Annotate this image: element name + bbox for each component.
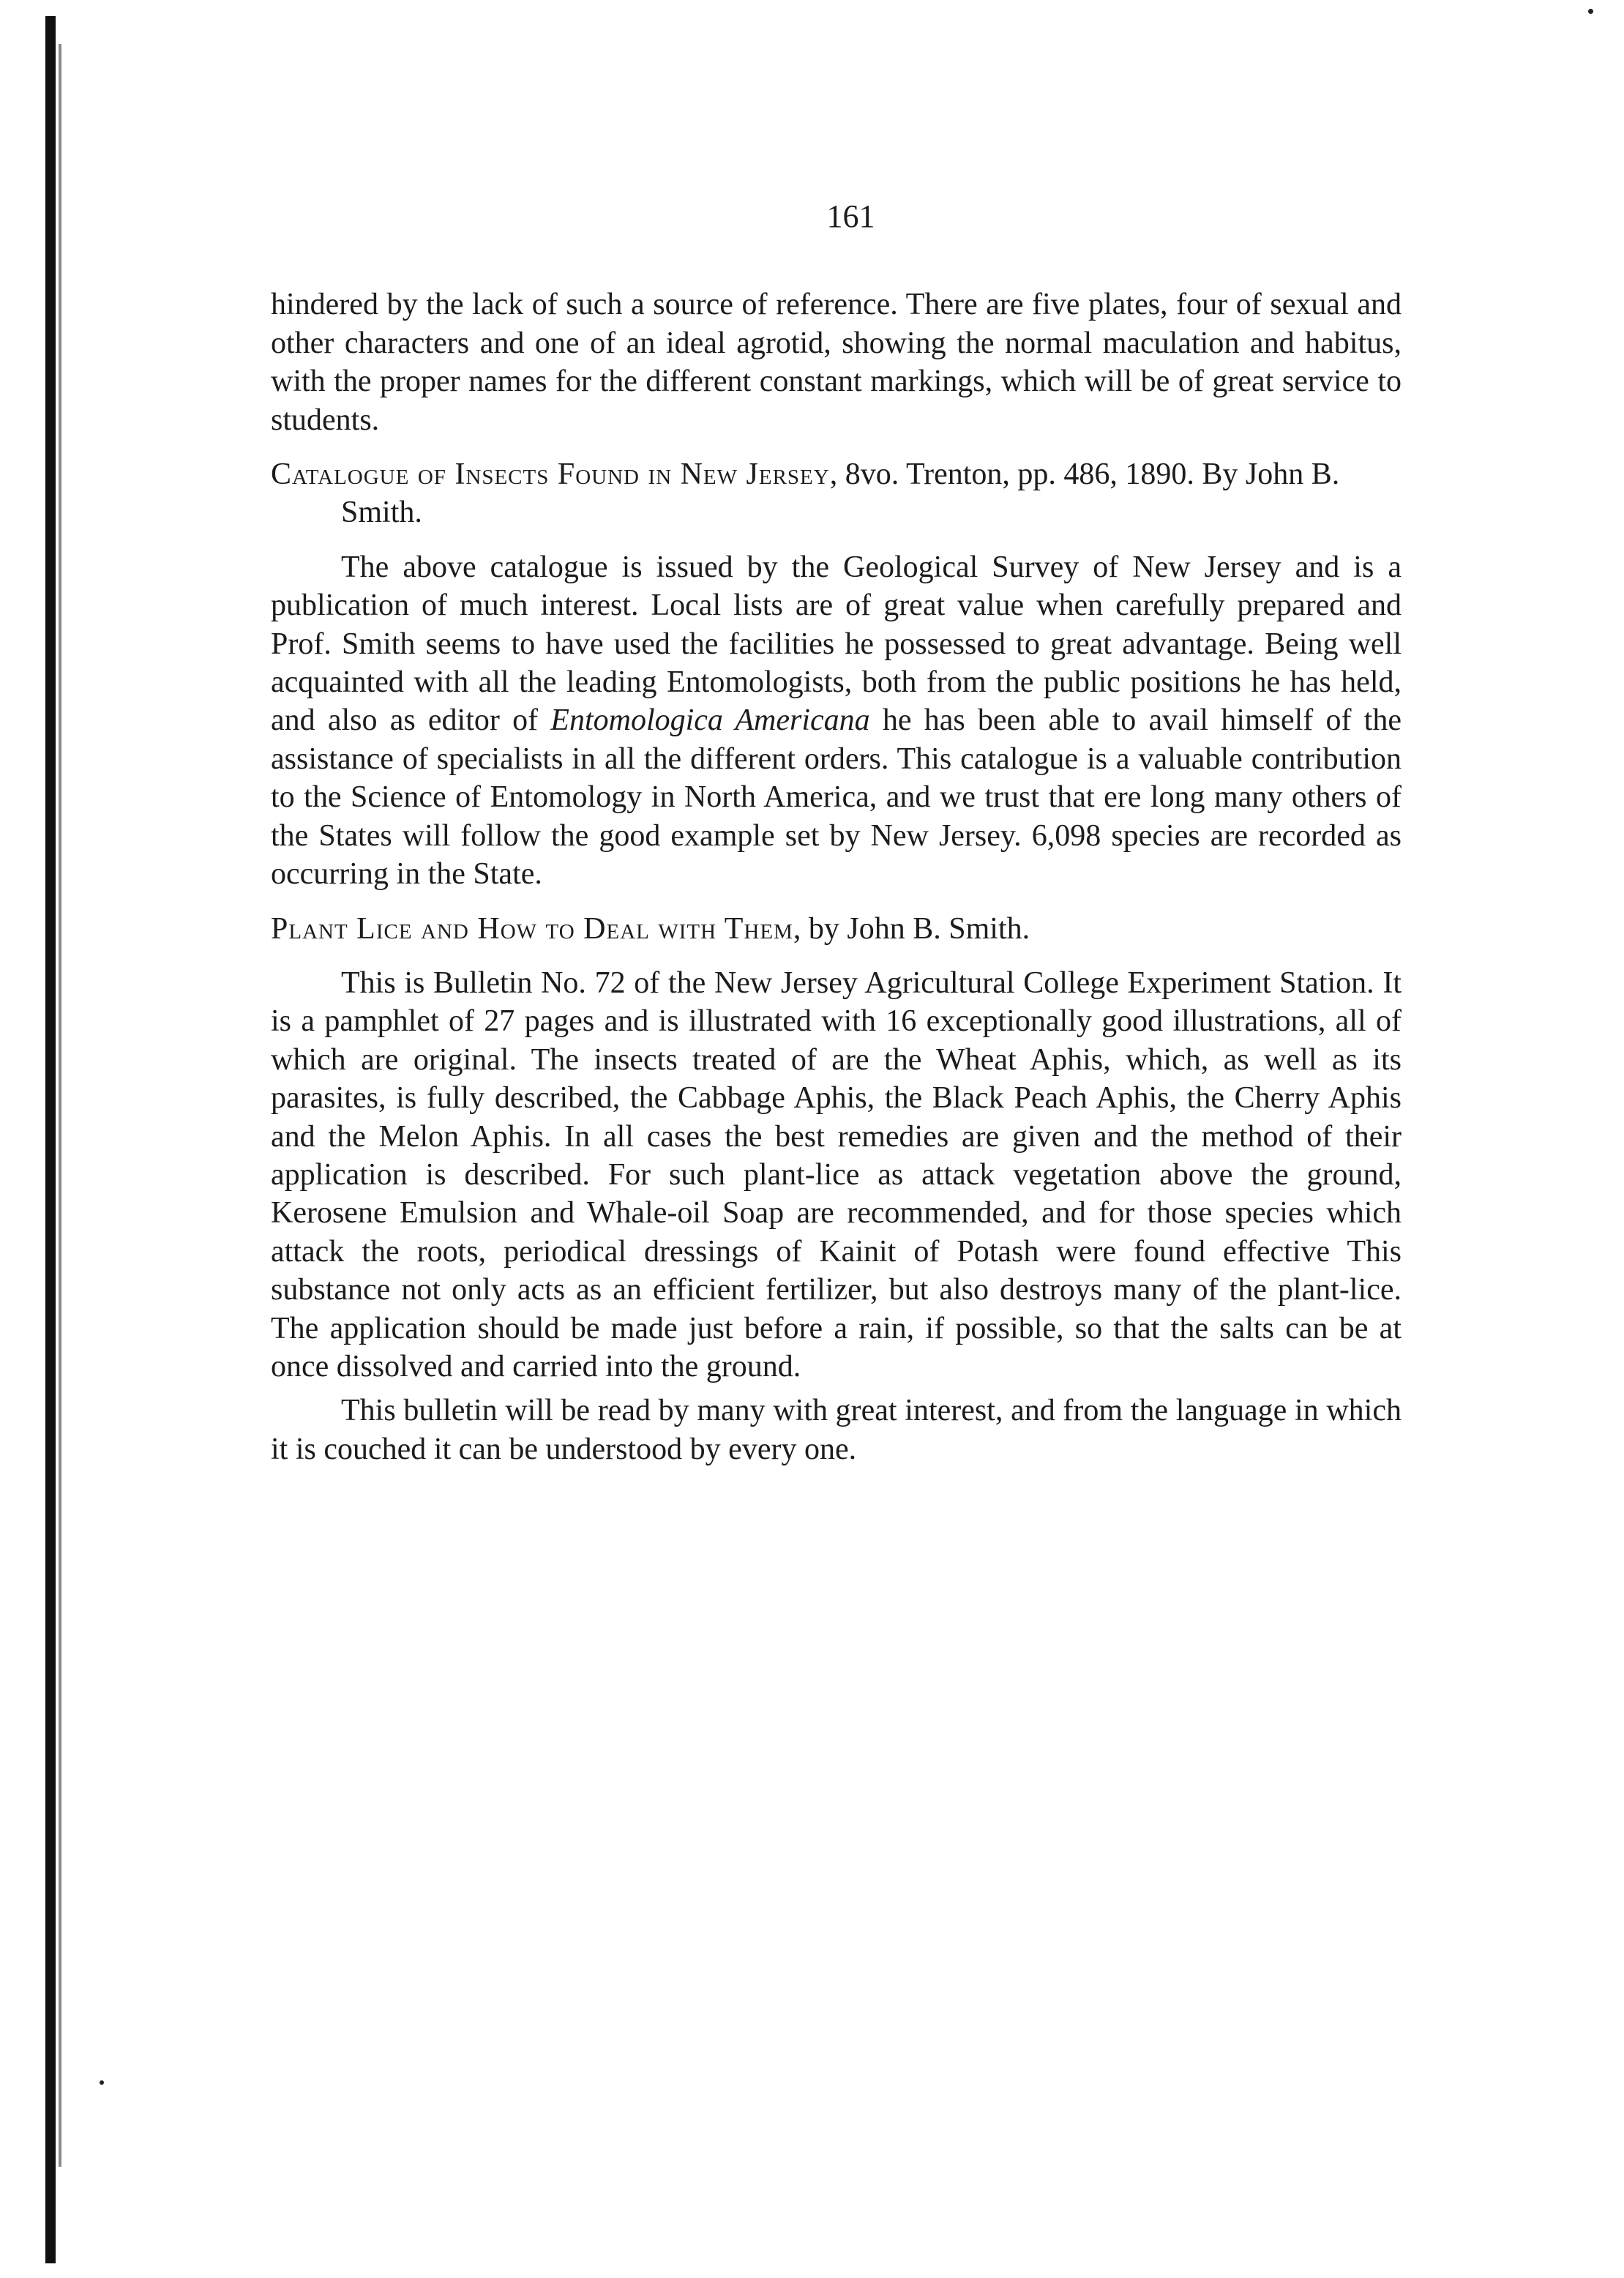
entry-title: Catalogue of Insects Found in New Jersey: [271, 458, 830, 492]
page-binding-edge: [45, 16, 56, 2263]
bibliographic-entry-catalogue: [271, 455, 1402, 532]
journal-title: Entomologica Americana: [550, 703, 870, 738]
review-paragraph: This is Bulletin No. 72 of the New Jersey Agricultural College Experiment Station. It is a pamphlet of 27 pages and is illustrated with 16 exceptionally good illustrations, all of which are original. The insects treated of are the Wheat Aphis, which, as well as its parasites, is fully described, the Cabbage Aphis, the Black Peach Aphis, the Cherry Aphis and the Melon Aphis. In all cases the best remedies are given and the method of their application is described. For such plant-lice as attack vegetation above the ground, Kerosene Emulsion and Whale-oil Soap are recommended, and for those species which attack the roots, periodical dressings of Kainit of Potash were found effective This substance not only acts as an efficient fertilizer, but also destroys many of the plant-lice. The application should be made just before a rain, if possible, so that the salts can be at once dissolved and carried into the ground.: [271, 966, 1402, 1383]
document-page: [271, 198, 1402, 1468]
page-number: 161: [826, 198, 875, 234]
review-text: he has been able to avail himself of the assistance of specialists in all the different orders. This catalogue is a valuable contribution to the Science of Entomology in North America, and we trust that ere long many others of the States will follow the good example set by New Jersey. 6,098 species are recorded as occurring in the State.: [271, 703, 1402, 892]
page-binding-shadow: [59, 44, 61, 2167]
entry-citation: , by John B. Smith.: [793, 911, 1030, 946]
review-paragraph: [271, 548, 1402, 894]
print-speck: [1588, 9, 1593, 14]
entry-title: Plant Lice and How to Deal with Them: [271, 911, 793, 946]
bibliographic-entry-plant-lice: [271, 910, 1402, 948]
entry-citation: , 8vo. Trenton, pp. 486, 1890. By John B. Smith.: [341, 458, 1340, 530]
review-text: The above catalogue is issued by the Geological Survey of New Jersey and is a publication of much interest. Local lists are of great value when carefully prepared and Prof. Smith seems to have used the facilities he possessed to great advantage. Being well acquainted with all the leading Entomologists, both from the public positions he has held, and also as editor of: [271, 550, 1402, 738]
continued-paragraph: hindered by the lack of such a source of reference. There are five plates, four of sexual and other characters and one of an ideal agrotid, showing the normal maculation and habitus, with the proper names for the different constant markings, which will be of great service to students.: [271, 288, 1402, 437]
review-paragraph: This bulletin will be read by many with great interest, and from the language in which it is couched it can be understood by every one.: [271, 1394, 1402, 1466]
print-speck: [100, 2080, 104, 2085]
